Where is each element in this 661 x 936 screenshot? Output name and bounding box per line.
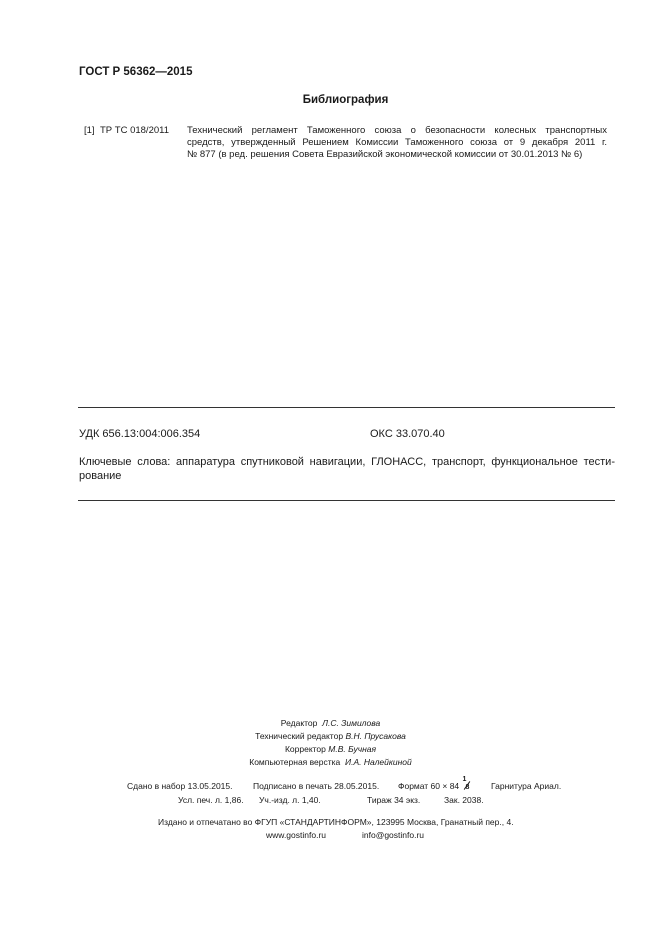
bibliography-title: Библиография [302,94,389,106]
print-run: Тираж 34 экз. [367,795,421,805]
format-fraction-denominator: 8 [465,784,470,791]
oks-code: ОКС 33.070.40 [370,428,445,440]
publisher-site-link[interactable]: www.gostinfo.ru [266,830,326,840]
print-typeface: Гарнитура Ариал. [491,781,562,791]
publisher-sheets: Уч.-изд. л. 1,40. [259,795,321,805]
print-format [398,776,472,791]
credit-name: В.Н. Прусакова [345,731,406,741]
credit-name: Л.С. Зимилова [322,718,381,728]
keywords-line: Ключевые слова: аппаратура спутниковой навигации, ГЛОНАСС, транспорт, функциональное тести- [79,456,615,468]
print-sheets: Усл. печ. л. 1,86. [178,795,244,805]
udk-code: УДК 656.13:004:006.354 [79,428,201,440]
credit-name: М.В. Бучная [328,744,377,754]
bibliography-item-text [187,125,607,161]
bibliography-item-line: Технический регламент Таможенного союза о безопасности колесных транспортных [187,125,607,136]
format-fraction-numerator: 1 [462,776,467,783]
keywords-line: рование [79,470,122,482]
credit-name: И.А. Налейкиной [345,757,412,767]
keywords [79,455,615,483]
credit-role: Редактор [280,718,318,728]
publisher-line: Издано и отпечатано во ФГУП «СТАНДАРТИНФОРМ», 123995 Москва, Гранатный пер., 4. [158,817,514,827]
divider-bottom [78,500,615,501]
credit-editor [0,718,661,728]
print-sent: Сдано в набор 13.05.2015. [127,781,233,791]
print-format-label: Формат 60 × 84 [398,781,460,791]
print-signed: Подписано в печать 28.05.2015. [253,781,380,791]
bibliography-item-line: № 877 (в ред. решения Совета Евразийской экономической комиссии от 30.01.2013 № 6) [187,149,583,160]
credit-role: Технический редактор [255,731,344,741]
bibliography-item-number: [1] [84,125,95,136]
bibliography-item-code: ТР ТС 018/2011 [100,125,170,136]
credit-layout [0,757,661,767]
credit-role: Компьютерная верстка [249,757,341,767]
publisher-email-link[interactable]: info@gostinfo.ru [362,830,425,840]
divider-top [78,407,615,408]
credit-role: Корректор [284,744,326,754]
format-fraction [462,776,472,791]
standard-id: ГОСТ Р 56362—2015 [79,66,193,78]
order-number: Зак. 2038. [444,795,484,805]
bibliography-item-line: средств, утвержденный Решением Комиссии Таможенного союза от 9 декабря 2011 г. [187,137,607,148]
credit-tech-editor [0,731,661,741]
credit-corrector [0,744,661,754]
